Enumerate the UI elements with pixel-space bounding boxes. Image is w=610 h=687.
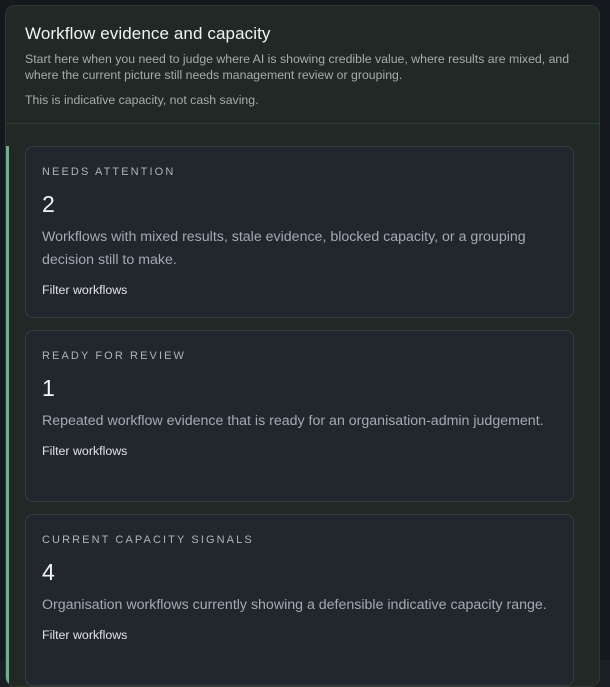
card-count: 4: [42, 559, 55, 585]
panel-title: Workflow evidence and capacity: [25, 24, 271, 43]
card-count: 1: [42, 375, 55, 401]
filter-workflows-link[interactable]: Filter workflows: [42, 444, 128, 458]
card-label: NEEDS ATTENTION: [42, 166, 176, 178]
accent-bar: [6, 146, 9, 687]
filter-workflows-link[interactable]: Filter workflows: [42, 628, 128, 642]
workflow-evidence-panel: [5, 5, 600, 687]
card-description: Organisation workflows currently showing a defensible indicative capacity range.: [42, 597, 547, 613]
panel-header: [6, 6, 599, 124]
panel-note: This is indicative capacity, not cash saving.: [25, 93, 259, 107]
summary-cards: [25, 146, 574, 687]
card-current-capacity-signals: [25, 514, 574, 686]
card-description: Workflows with mixed results, stale evidence, blocked capacity, or a grouping decision still to make.: [42, 229, 526, 268]
card-needs-attention: [25, 146, 574, 318]
card-label: CURRENT CAPACITY SIGNALS: [42, 534, 254, 546]
card-label: READY FOR REVIEW: [42, 350, 187, 362]
card-description: Repeated workflow evidence that is ready for an organisation-admin judgement.: [42, 413, 544, 429]
filter-workflows-link[interactable]: Filter workflows: [42, 283, 128, 297]
panel-subtitle: Start here when you need to judge where AI is showing credible value, where results are mixed, and where the current picture still needs management review or grouping.: [25, 52, 570, 82]
card-count: 2: [42, 191, 55, 217]
card-ready-for-review: [25, 330, 574, 502]
